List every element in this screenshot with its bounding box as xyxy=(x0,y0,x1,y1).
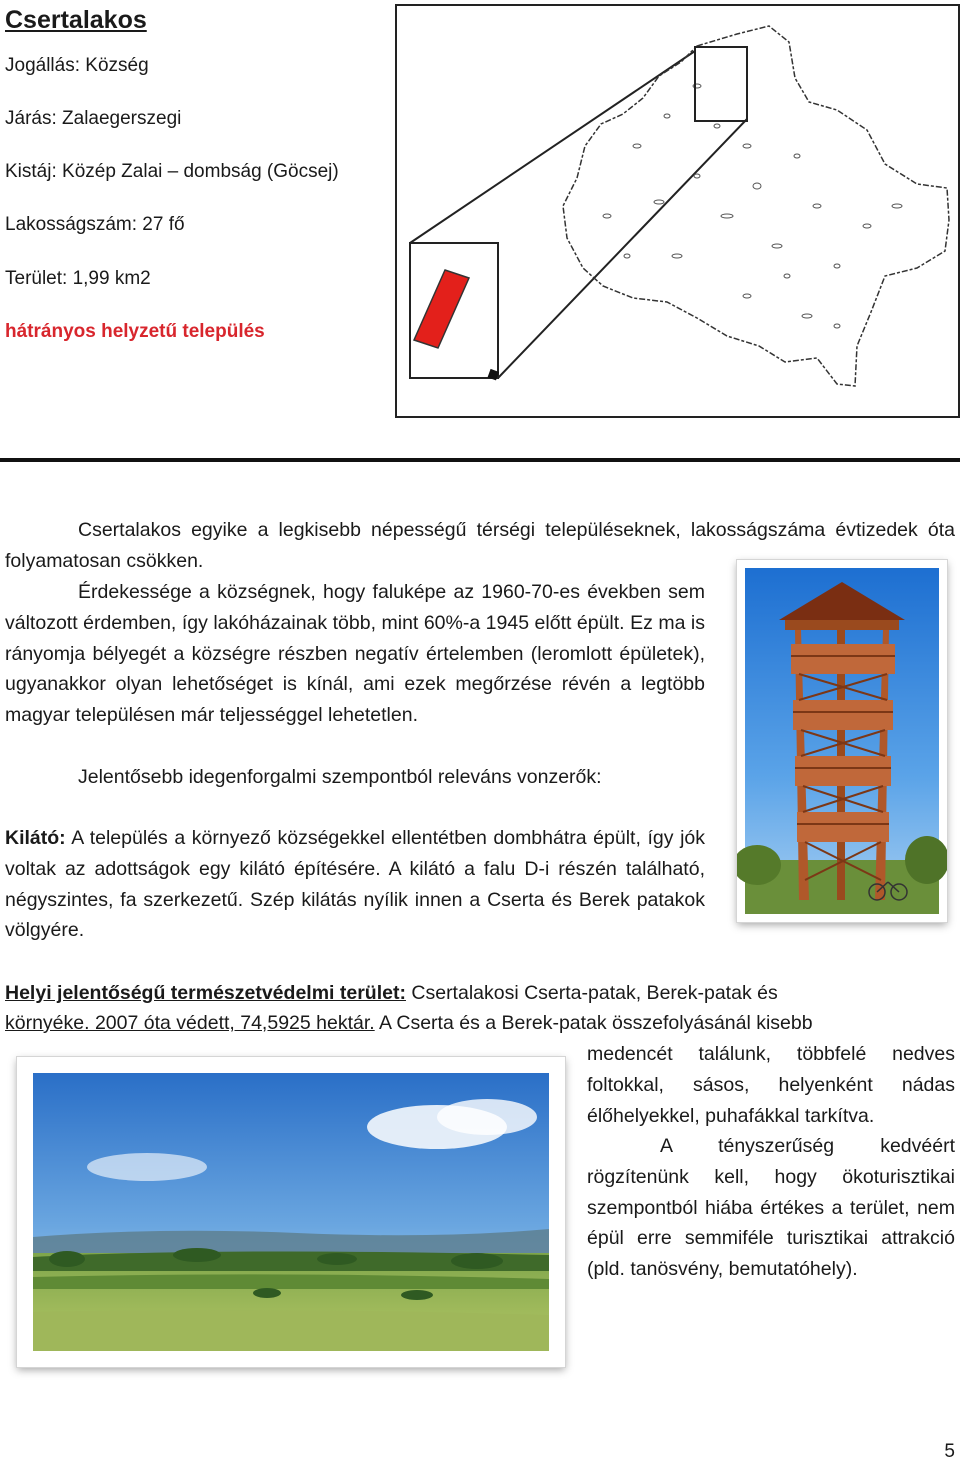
info-microregion: Kistáj: Közép Zalai – dombság (Göcsej) xyxy=(5,161,339,182)
info-population: Lakosságszám: 27 fő xyxy=(5,214,185,235)
info-legal-status: Jogállás: Község xyxy=(5,55,149,76)
page-number: 5 xyxy=(944,1441,955,1462)
info-area: Terület: 1,99 km2 xyxy=(5,268,151,289)
wooden-tower-photo xyxy=(737,560,947,922)
status-badge: hátrányos helyzetű település xyxy=(5,321,265,342)
nature-line-2: környéke. 2007 óta védett, 74,5925 hektár. A Cserta és a Berek-patak összefolyásánál kisebb xyxy=(5,1012,813,1034)
info-district: Járás: Zalaegerszegi xyxy=(5,108,182,129)
attractions-heading: Jelentősebb idegenforgalmi szempontból releváns vonzerők: xyxy=(78,766,602,788)
protected-area-info: környéke. 2007 óta védett, 74,5925 hektár. xyxy=(5,1012,375,1034)
ecotourism-note: A tényszerűség kedvéért rögzítenünk kell, hogy ökoturisztikai szempontból hiába értékes a terület, nem épül erre semmiféle turisztikai attrakció (pld. tanösvény, bemutatóhely). xyxy=(587,1135,955,1281)
divider xyxy=(0,458,960,462)
lookout-paragraph: Kilátó: A település a környező községekkel ellentétben dombhátra épült, így jók voltak az adottságok egy kilátó építésére. A kilátó a falu D-i részén található, négyszintes, fa szerkezetű. Szép kilátás nyílik innen a Cserta és Berek patakok völgyére. xyxy=(5,827,705,942)
intro-paragraph-2: Érdekessége a községnek, hogy faluképe az 1960-70-es években sem változott érdemben, így lakóházainak több, mint 60%-a 1945 előtt épült. Ez ma is rányomja bélyegét a községre részben negatív értelemben (leromlott épületek), ugyanakkor olyan lehetőséget is kínál, ami ezek megőrzése révén a legtöbb magyar településen már teljességgel lehetetlen. xyxy=(5,581,705,727)
intro-paragraph-1: Csertalakos egyike a legkisebb népességű térségi településeknek, lakosságszáma évtizedek óta folyamatosan csökken. xyxy=(5,519,955,572)
lookout-label: Kilátó: xyxy=(5,827,66,849)
nature-description: medencét találunk, többfelé nedves foltokkal, sásos, helyenként nádas élőhelyekkel, puhafákkal tarkítva. xyxy=(587,1043,955,1127)
page-title: Csertalakos xyxy=(5,6,147,34)
county-map-icon xyxy=(395,4,960,418)
nature-heading-line: Helyi jelentőségű természetvédelmi terület: Csertalakosi Cserta-patak, Berek-patak és xyxy=(5,982,778,1004)
nature-label: Helyi jelentőségű természetvédelmi terület: xyxy=(5,982,406,1004)
valley-landscape-photo xyxy=(17,1057,565,1367)
